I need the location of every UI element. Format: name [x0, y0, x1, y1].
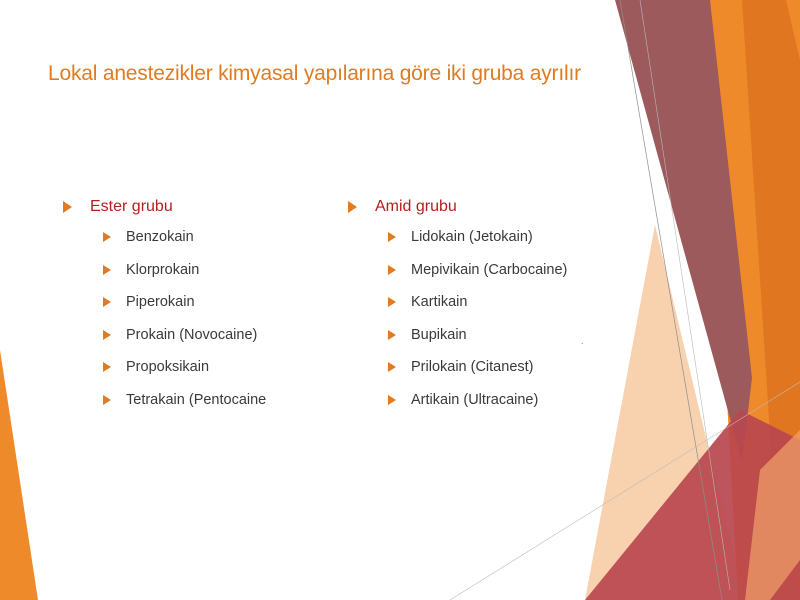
orange-triangle-bullet-icon: [103, 362, 111, 372]
list-item: [345, 390, 567, 423]
list-item-label: Prilokain (Citanest): [411, 359, 534, 375]
list-item-label: Klorprokain: [126, 261, 200, 278]
list-item-label: Mepivikain (Carbocaine): [411, 261, 568, 278]
list-item-label: Propoksikain: [126, 359, 210, 375]
amid-group-list: [345, 227, 567, 422]
orange-triangle-bullet-icon: [103, 232, 111, 242]
list-item-label: Lidokain (Jetokain): [411, 229, 533, 245]
list-item: [345, 325, 567, 358]
ester-group-column: [60, 194, 266, 422]
list-item: [60, 227, 266, 260]
list-item: [60, 260, 266, 293]
list-item: [345, 292, 567, 325]
list-item-label: Artikain (Ultracaine): [411, 391, 539, 408]
list-item-label: Piperokain: [126, 294, 195, 310]
orange-triangle-bullet-icon: [103, 265, 111, 275]
list-item-label: Benzokain: [126, 229, 194, 245]
orange-triangle-bullet-icon: [388, 395, 396, 405]
orange-triangle-bullet-icon: [348, 201, 357, 213]
amid-group-label: Amid grubu: [375, 198, 457, 215]
orange-triangle-bullet-icon: [388, 232, 396, 242]
orange-triangle-bullet-icon: [388, 297, 396, 307]
left-orange-shape: [0, 350, 38, 600]
list-item-label: Kartikain: [411, 294, 468, 310]
ester-group-label: Ester grubu: [90, 198, 173, 215]
amid-group-column: [345, 194, 567, 422]
amid-group-heading: [345, 194, 567, 220]
orange-triangle-bullet-icon: [388, 265, 396, 275]
slide-title: Lokal anestezikler kimyasal yapılarına göre iki gruba ayrılır: [48, 62, 581, 85]
list-item: [345, 357, 567, 390]
orange-triangle-bullet-icon: [103, 330, 111, 340]
list-item-label: Prokain (Novocaine): [126, 326, 258, 343]
orange-triangle-bullet-icon: [388, 362, 396, 372]
list-item: [345, 227, 567, 260]
stray-mark: .: [581, 336, 584, 346]
orange-triangle-bullet-icon: [388, 330, 396, 340]
list-item: [60, 357, 266, 390]
orange-triangle-bullet-icon: [103, 395, 111, 405]
list-item: [60, 292, 266, 325]
list-item: [60, 390, 266, 423]
ester-group-list: [60, 227, 266, 422]
orange-triangle-bullet-icon: [63, 201, 72, 213]
list-item: [345, 260, 567, 293]
ester-group-heading: [60, 194, 266, 220]
list-item-label: Tetrakain (Pentocaine: [126, 391, 267, 408]
orange-triangle-bullet-icon: [103, 297, 111, 307]
list-item-label: Bupikain: [411, 326, 467, 343]
list-item: [60, 325, 266, 358]
